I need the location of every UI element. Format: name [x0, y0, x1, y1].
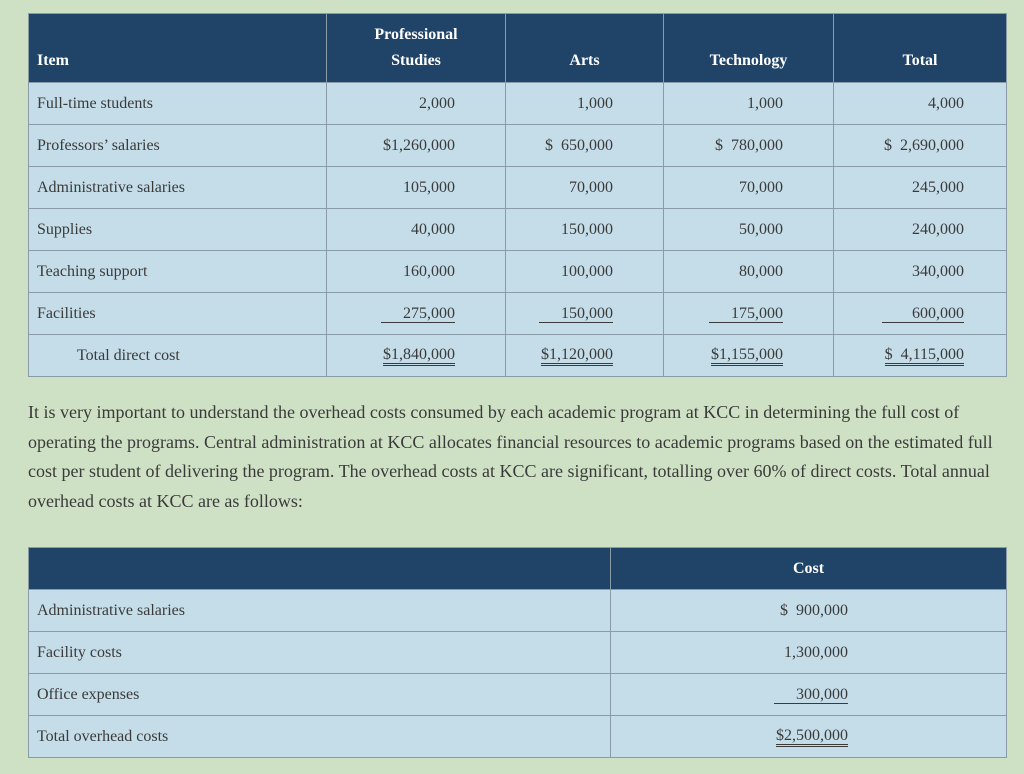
cell-total: $ 2,690,000 [834, 125, 1007, 167]
cell-technology: 1,000 [664, 83, 834, 125]
cell-technology: $ 780,000 [664, 125, 834, 167]
cell-technology: 80,000 [664, 251, 834, 293]
header-item [29, 548, 611, 590]
underlined-value: 275,000 [381, 305, 455, 323]
cell-professional: 160,000 [327, 251, 506, 293]
underlined-value: 300,000 [774, 686, 848, 704]
double-underlined-value: $2,500,000 [776, 727, 848, 747]
row-label: Supplies [29, 209, 327, 251]
cell-professional: $1,260,000 [327, 125, 506, 167]
body-paragraph: It is very important to understand the overhead costs consumed by each academic program at KCC in determining the full cost of operating the programs. Central administration at KCC allocates financial resources to academic programs based on the estimated full cost per student of delivering the program. The overhead costs at KCC are significant, totalling over 60% of direct costs. Total annual overhead costs at KCC are as follows: [28, 402, 993, 511]
double-underlined-value: $ 4,115,000 [885, 346, 964, 366]
cell-professional [327, 335, 506, 377]
header-total: Total [834, 14, 1007, 83]
cell-professional: 2,000 [327, 83, 506, 125]
cell-total: 245,000 [834, 167, 1007, 209]
table-row [29, 674, 1007, 716]
header-professional-studies: Professional Studies [327, 14, 506, 83]
table-row [29, 83, 1007, 125]
cell-professional: 40,000 [327, 209, 506, 251]
cell-technology [664, 293, 834, 335]
direct-costs-table [28, 13, 1007, 377]
row-label: Administrative salaries [29, 167, 327, 209]
cell-arts: 100,000 [506, 251, 664, 293]
cell-arts: 1,000 [506, 83, 664, 125]
cell-total: 340,000 [834, 251, 1007, 293]
cell-total [834, 335, 1007, 377]
underlined-value: 175,000 [709, 305, 783, 323]
header-technology: Technology [664, 14, 834, 83]
cell-technology: 70,000 [664, 167, 834, 209]
double-underlined-value: $1,840,000 [383, 346, 455, 366]
cell-cost: 1,300,000 [611, 632, 1007, 674]
total-row-label: Total overhead costs [29, 716, 611, 758]
cell-professional [327, 293, 506, 335]
underlined-value: 600,000 [882, 305, 964, 323]
cell-arts: 150,000 [506, 209, 664, 251]
total-row [29, 716, 1007, 758]
cell-technology [664, 335, 834, 377]
table-row [29, 590, 1007, 632]
header-item: Item [29, 14, 327, 83]
cell-arts: $ 650,000 [506, 125, 664, 167]
cell-cost [611, 674, 1007, 716]
table-row [29, 632, 1007, 674]
header-cost: Cost [611, 548, 1007, 590]
row-label: Facilities [29, 293, 327, 335]
row-label: Office expenses [29, 674, 611, 716]
row-label: Professors’ salaries [29, 125, 327, 167]
cell-total: 240,000 [834, 209, 1007, 251]
row-label: Teaching support [29, 251, 327, 293]
overhead-costs-table [28, 547, 1007, 758]
double-underlined-value: $1,120,000 [541, 346, 613, 366]
total-row [29, 335, 1007, 377]
table-row [29, 167, 1007, 209]
cell-professional: 105,000 [327, 167, 506, 209]
row-label: Facility costs [29, 632, 611, 674]
table-row [29, 125, 1007, 167]
table-row [29, 293, 1007, 335]
cell-total [834, 293, 1007, 335]
underlined-value: 150,000 [539, 305, 613, 323]
row-label: Full-time students [29, 83, 327, 125]
table-row [29, 251, 1007, 293]
cell-technology: 50,000 [664, 209, 834, 251]
header-row [29, 14, 1007, 83]
cell-total: 4,000 [834, 83, 1007, 125]
total-row-label: Total direct cost [29, 335, 327, 377]
cell-cost: $ 900,000 [611, 590, 1007, 632]
cell-arts [506, 293, 664, 335]
header-arts: Arts [506, 14, 664, 83]
cell-cost [611, 716, 1007, 758]
cell-arts: 70,000 [506, 167, 664, 209]
header-row [29, 548, 1007, 590]
cell-arts [506, 335, 664, 377]
row-label: Administrative salaries [29, 590, 611, 632]
table-row [29, 209, 1007, 251]
double-underlined-value: $1,155,000 [711, 346, 783, 366]
